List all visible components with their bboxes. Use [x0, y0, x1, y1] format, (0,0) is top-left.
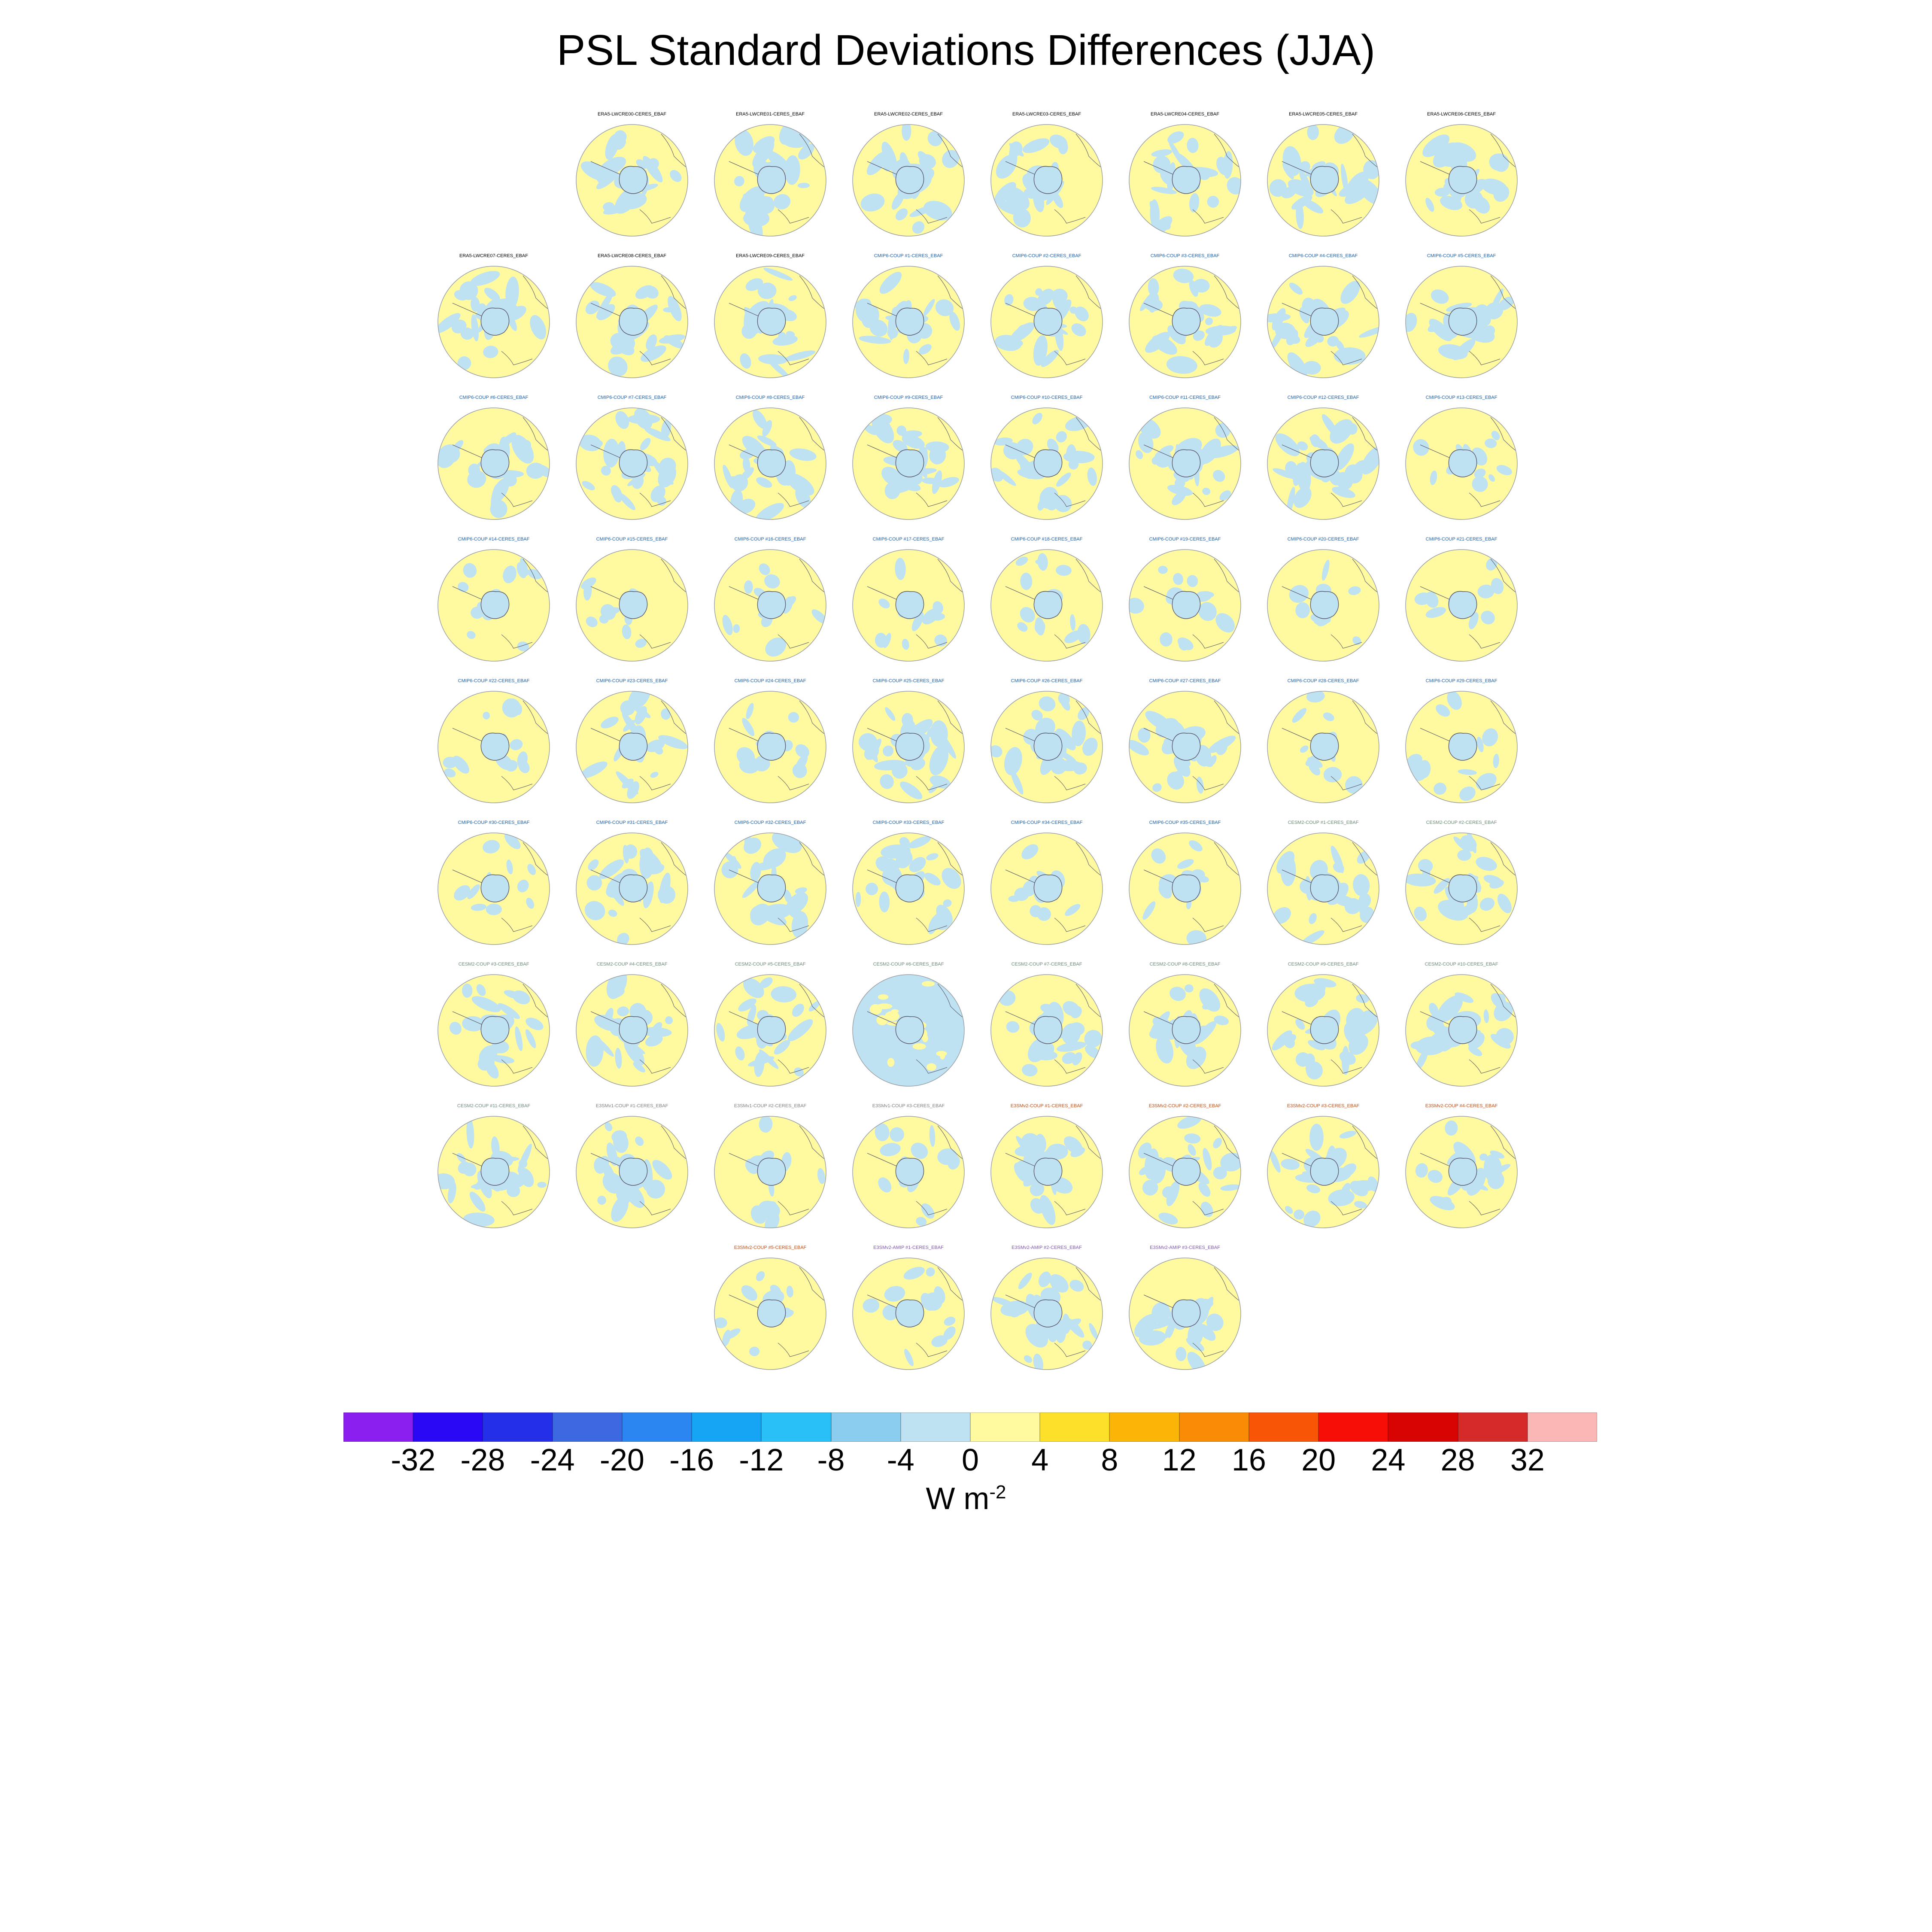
map-panel — [1259, 395, 1388, 537]
colorbar-tick-label: 24 — [1371, 1443, 1406, 1477]
polar-map — [990, 974, 1103, 1087]
polar-map — [1128, 974, 1242, 1087]
polar-map — [1267, 549, 1380, 662]
colorbar-box — [970, 1413, 1040, 1442]
panel-label: CMIP6-COUP #6-CERES_EBAF — [459, 395, 529, 400]
polar-map — [1267, 832, 1380, 945]
polar-map — [1128, 690, 1242, 804]
map-panel — [568, 395, 696, 537]
polar-map — [990, 1257, 1103, 1370]
polar-map — [990, 690, 1103, 804]
map-panel — [568, 537, 696, 678]
panel-label: CESM2-COUP #3-CERES_EBAF — [458, 962, 529, 967]
polar-map — [852, 1257, 965, 1370]
colorbar-tick-label: 20 — [1301, 1443, 1336, 1477]
map-panel — [706, 1103, 835, 1245]
map-panel — [1259, 678, 1388, 820]
panel-label: CESM2-COUP #1-CERES_EBAF — [1288, 820, 1359, 825]
map-panel — [1121, 537, 1249, 678]
polar-map — [437, 832, 550, 945]
panel-label: CMIP6-COUP #22-CERES_EBAF — [458, 678, 530, 683]
panel-label: ERA5-LWCRE06-CERES_EBAF — [1427, 112, 1496, 117]
map-panel — [844, 112, 973, 253]
panel-label: CMIP6-COUP #31-CERES_EBAF — [596, 820, 668, 825]
polar-map — [990, 265, 1103, 379]
map-panel — [429, 1103, 558, 1245]
map-panel — [706, 112, 835, 253]
colorbar-box — [343, 1413, 413, 1442]
panel-label: CMIP6-COUP #24-CERES_EBAF — [734, 678, 806, 683]
polar-map — [1405, 1115, 1518, 1229]
polar-map — [714, 407, 827, 520]
panel-label: CMIP6-COUP #17-CERES_EBAF — [872, 537, 945, 542]
page-title: PSL Standard Deviations Differences (JJA) — [556, 26, 1376, 74]
colorbar-box — [1528, 1413, 1597, 1442]
map-panel — [1259, 537, 1388, 678]
colorbar-box — [1249, 1413, 1318, 1442]
polar-map — [1405, 549, 1518, 662]
polar-map — [437, 690, 550, 804]
panel-label: ERA5-LWCRE00-CERES_EBAF — [598, 112, 666, 117]
polar-map — [852, 124, 965, 237]
map-panel — [568, 253, 696, 395]
map-panel — [1397, 537, 1526, 678]
polar-map — [1267, 124, 1380, 237]
polar-map — [1128, 1257, 1242, 1370]
polar-map — [990, 407, 1103, 520]
colorbar-tick-label: -20 — [599, 1443, 644, 1477]
panel-label: CMIP6-COUP #16-CERES_EBAF — [734, 537, 806, 542]
map-panel — [844, 962, 973, 1103]
polar-map — [990, 832, 1103, 945]
polar-map — [852, 832, 965, 945]
map-panel — [1121, 112, 1249, 253]
map-panel — [844, 1245, 973, 1387]
colorbar — [343, 1413, 1597, 1442]
panel-label: CMIP6-COUP #11-CERES_EBAF — [1149, 395, 1221, 400]
panel-label: CMIP6-COUP #20-CERES_EBAF — [1287, 537, 1359, 542]
panel-label: CMIP6-COUP #15-CERES_EBAF — [596, 537, 668, 542]
panel-label: CESM2-COUP #7-CERES_EBAF — [1011, 962, 1082, 967]
polar-map — [1405, 974, 1518, 1087]
panel-label: E3SMv2-COUP #3-CERES_EBAF — [1287, 1103, 1360, 1109]
panel-label: E3SMv1-COUP #2-CERES_EBAF — [734, 1103, 807, 1109]
panel-label: E3SMv2-COUP #2-CERES_EBAF — [1148, 1103, 1221, 1109]
map-panel — [982, 537, 1111, 678]
panel-label: CESM2-COUP #6-CERES_EBAF — [873, 962, 944, 967]
panel-label: CMIP6-COUP #8-CERES_EBAF — [735, 395, 805, 400]
panel-label: CMIP6-COUP #3-CERES_EBAF — [1150, 253, 1220, 258]
panel-label: ERA5-LWCRE07-CERES_EBAF — [459, 253, 528, 258]
panel-label: E3SMv1-COUP #3-CERES_EBAF — [872, 1103, 945, 1109]
panel-label: CMIP6-COUP #28-CERES_EBAF — [1287, 678, 1359, 683]
map-panel — [1397, 253, 1526, 395]
panel-label: CMIP6-COUP #23-CERES_EBAF — [596, 678, 668, 683]
colorbar-box — [1040, 1413, 1109, 1442]
map-panel — [429, 820, 558, 962]
polar-map — [852, 265, 965, 379]
map-panel — [706, 1245, 835, 1387]
map-panel — [982, 820, 1111, 962]
polar-map — [714, 690, 827, 804]
panel-label: CMIP6-COUP #19-CERES_EBAF — [1149, 537, 1221, 542]
polar-map — [1405, 265, 1518, 379]
polar-map — [714, 549, 827, 662]
map-panel — [706, 395, 835, 537]
map-panel — [429, 253, 558, 395]
colorbar-box — [901, 1413, 970, 1442]
polar-map — [1128, 407, 1242, 520]
polar-map — [575, 832, 689, 945]
panel-label: CESM2-COUP #8-CERES_EBAF — [1149, 962, 1221, 967]
map-panel — [1259, 1103, 1388, 1245]
map-panel — [1121, 678, 1249, 820]
polar-map — [1128, 549, 1242, 662]
panel-label: CMIP6-COUP #4-CERES_EBAF — [1288, 253, 1358, 258]
panel-label: CESM2-COUP #4-CERES_EBAF — [596, 962, 668, 967]
colorbar-box — [1179, 1413, 1249, 1442]
map-panel — [706, 253, 835, 395]
map-panel — [844, 820, 973, 962]
polar-map — [1405, 407, 1518, 520]
map-panel — [982, 1245, 1111, 1387]
polar-map — [714, 974, 827, 1087]
polar-map — [437, 265, 550, 379]
colorbar-tick-label: 0 — [961, 1443, 979, 1477]
map-panel — [568, 678, 696, 820]
panel-label: E3SMv2-COUP #5-CERES_EBAF — [734, 1245, 807, 1250]
polar-map — [1267, 407, 1380, 520]
colorbar-tick-label: 4 — [1031, 1443, 1049, 1477]
panel-label: CMIP6-COUP #10-CERES_EBAF — [1011, 395, 1083, 400]
panel-label: CMIP6-COUP #29-CERES_EBAF — [1425, 678, 1498, 683]
panel-label: CMIP6-COUP #27-CERES_EBAF — [1149, 678, 1221, 683]
polar-map — [575, 974, 689, 1087]
panel-label: CMIP6-COUP #5-CERES_EBAF — [1427, 253, 1496, 258]
panel-label: CMIP6-COUP #21-CERES_EBAF — [1425, 537, 1498, 542]
map-panel — [1121, 1103, 1249, 1245]
polar-map — [1267, 690, 1380, 804]
polar-map — [575, 690, 689, 804]
panel-label: CMIP6-COUP #12-CERES_EBAF — [1287, 395, 1359, 400]
map-panel — [844, 1103, 973, 1245]
map-panel — [1397, 112, 1526, 253]
map-panel — [429, 537, 558, 678]
map-panel — [1121, 962, 1249, 1103]
panel-label: ERA5-LWCRE04-CERES_EBAF — [1151, 112, 1219, 117]
map-panel — [1397, 820, 1526, 962]
colorbar-tick-label: -12 — [739, 1443, 784, 1477]
polar-map — [714, 124, 827, 237]
map-panel — [706, 537, 835, 678]
map-panel — [982, 253, 1111, 395]
colorbar-box — [553, 1413, 622, 1442]
polar-map — [714, 1115, 827, 1229]
colorbar-box — [692, 1413, 761, 1442]
panel-label: CMIP6-COUP #2-CERES_EBAF — [1012, 253, 1081, 258]
panel-label: CESM2-COUP #5-CERES_EBAF — [735, 962, 806, 967]
map-panel — [1259, 820, 1388, 962]
polar-map — [1128, 832, 1242, 945]
polar-map — [990, 1115, 1103, 1229]
panel-label: ERA5-LWCRE01-CERES_EBAF — [736, 112, 805, 117]
panel-label: CMIP6-COUP #25-CERES_EBAF — [872, 678, 945, 683]
map-panel — [844, 395, 973, 537]
colorbar-tick-label: -28 — [460, 1443, 505, 1477]
map-panel — [982, 962, 1111, 1103]
polar-map — [714, 1257, 827, 1370]
polar-map — [1128, 124, 1242, 237]
panel-label: ERA5-LWCRE02-CERES_EBAF — [874, 112, 943, 117]
colorbar-tick-label: -16 — [669, 1443, 714, 1477]
polar-map — [575, 549, 689, 662]
map-panel — [706, 678, 835, 820]
colorbar-box — [483, 1413, 552, 1442]
panel-label: CMIP6-COUP #34-CERES_EBAF — [1011, 820, 1083, 825]
colorbar-tick-label: 16 — [1231, 1443, 1266, 1477]
polar-map — [1128, 1115, 1242, 1229]
polar-map — [437, 549, 550, 662]
panel-label: E3SMv2-COUP #1-CERES_EBAF — [1010, 1103, 1083, 1109]
colorbar-tick-label: -4 — [887, 1443, 914, 1477]
map-panel — [1121, 820, 1249, 962]
polar-map — [852, 407, 965, 520]
polar-map — [1405, 832, 1518, 945]
map-panel — [1121, 395, 1249, 537]
panel-label: CMIP6-COUP #13-CERES_EBAF — [1425, 395, 1498, 400]
panel-label: CMIP6-COUP #35-CERES_EBAF — [1149, 820, 1221, 825]
polar-map — [1267, 1115, 1380, 1229]
colorbar-tick-label: 12 — [1162, 1443, 1197, 1477]
panel-label: CESM2-COUP #10-CERES_EBAF — [1425, 962, 1498, 967]
polar-map — [714, 832, 827, 945]
polar-map — [437, 407, 550, 520]
polar-map — [714, 265, 827, 379]
polar-map — [575, 1115, 689, 1229]
colorbar-tick-label: 32 — [1510, 1443, 1545, 1477]
polar-map — [437, 1115, 550, 1229]
colorbar-tick-label: -8 — [817, 1443, 845, 1477]
polar-map — [575, 265, 689, 379]
colorbar-box — [1458, 1413, 1528, 1442]
map-panel — [1121, 253, 1249, 395]
panel-label: CMIP6-COUP #30-CERES_EBAF — [458, 820, 530, 825]
panel-label: E3SMv1-COUP #1-CERES_EBAF — [595, 1103, 668, 1109]
colorbar-box — [761, 1413, 831, 1442]
panel-label: CMIP6-COUP #1-CERES_EBAF — [874, 253, 943, 258]
units-exponent: -2 — [989, 1482, 1006, 1503]
colorbar-box — [622, 1413, 692, 1442]
polar-map — [852, 690, 965, 804]
colorbar-tick-label: -24 — [530, 1443, 575, 1477]
map-panel — [982, 395, 1111, 537]
colorbar-box — [1388, 1413, 1458, 1442]
map-panel — [1259, 253, 1388, 395]
panel-label: ERA5-LWCRE09-CERES_EBAF — [736, 253, 805, 258]
colorbar-box — [1318, 1413, 1388, 1442]
map-panel — [429, 395, 558, 537]
polar-map — [990, 124, 1103, 237]
panel-label: E3SMv2-AMIP #3-CERES_EBAF — [1150, 1245, 1220, 1250]
map-panel — [1397, 962, 1526, 1103]
map-panel — [1397, 678, 1526, 820]
map-panel — [1121, 1245, 1249, 1387]
polar-map — [990, 549, 1103, 662]
map-panel — [568, 962, 696, 1103]
polar-map — [852, 1115, 965, 1229]
units-label — [0, 1481, 1932, 1516]
map-panel — [568, 1103, 696, 1245]
panel-label: CMIP6-COUP #32-CERES_EBAF — [734, 820, 806, 825]
panel-label: CESM2-COUP #11-CERES_EBAF — [457, 1103, 531, 1109]
map-panel — [568, 112, 696, 253]
map-panel — [982, 112, 1111, 253]
map-panel — [1397, 1103, 1526, 1245]
panel-label: CMIP6-COUP #9-CERES_EBAF — [874, 395, 943, 400]
map-panel — [429, 962, 558, 1103]
panel-label: E3SMv2-COUP #4-CERES_EBAF — [1425, 1103, 1498, 1109]
map-panel — [1259, 962, 1388, 1103]
colorbar-tick-label: -32 — [391, 1443, 436, 1477]
panel-label: CMIP6-COUP #33-CERES_EBAF — [872, 820, 945, 825]
polar-map — [1267, 265, 1380, 379]
map-panel — [844, 537, 973, 678]
colorbar-box — [831, 1413, 901, 1442]
panel-label: ERA5-LWCRE08-CERES_EBAF — [598, 253, 666, 258]
map-panel — [844, 253, 973, 395]
panel-label: CMIP6-COUP #26-CERES_EBAF — [1011, 678, 1083, 683]
panel-label: ERA5-LWCRE05-CERES_EBAF — [1289, 112, 1358, 117]
map-panel — [844, 678, 973, 820]
polar-map — [575, 124, 689, 237]
polar-map — [1128, 265, 1242, 379]
polar-map — [1405, 124, 1518, 237]
polar-map — [437, 974, 550, 1087]
colorbar-tick-label: 28 — [1440, 1443, 1475, 1477]
panel-label: ERA5-LWCRE03-CERES_EBAF — [1012, 112, 1081, 117]
map-panel — [982, 1103, 1111, 1245]
panel-label: E3SMv2-AMIP #2-CERES_EBAF — [1012, 1245, 1082, 1250]
colorbar-tick-label: 8 — [1101, 1443, 1118, 1477]
polar-map — [852, 974, 965, 1087]
map-panel — [568, 820, 696, 962]
map-panel — [1259, 112, 1388, 253]
polar-map — [1267, 974, 1380, 1087]
map-panel — [706, 962, 835, 1103]
panel-label: CMIP6-COUP #14-CERES_EBAF — [458, 537, 530, 542]
polar-map — [852, 549, 965, 662]
polar-map — [575, 407, 689, 520]
map-panel — [429, 678, 558, 820]
colorbar-box — [1109, 1413, 1179, 1442]
panel-label: CESM2-COUP #9-CERES_EBAF — [1288, 962, 1359, 967]
panel-label: CMIP6-COUP #18-CERES_EBAF — [1011, 537, 1083, 542]
panel-label: CESM2-COUP #2-CERES_EBAF — [1426, 820, 1497, 825]
units-base: W m — [926, 1482, 990, 1516]
panel-label: CMIP6-COUP #7-CERES_EBAF — [597, 395, 667, 400]
panel-label: E3SMv2-AMIP #1-CERES_EBAF — [873, 1245, 944, 1250]
colorbar-box — [413, 1413, 483, 1442]
map-panel — [1397, 395, 1526, 537]
map-panel — [706, 820, 835, 962]
map-panel — [982, 678, 1111, 820]
polar-map — [1405, 690, 1518, 804]
